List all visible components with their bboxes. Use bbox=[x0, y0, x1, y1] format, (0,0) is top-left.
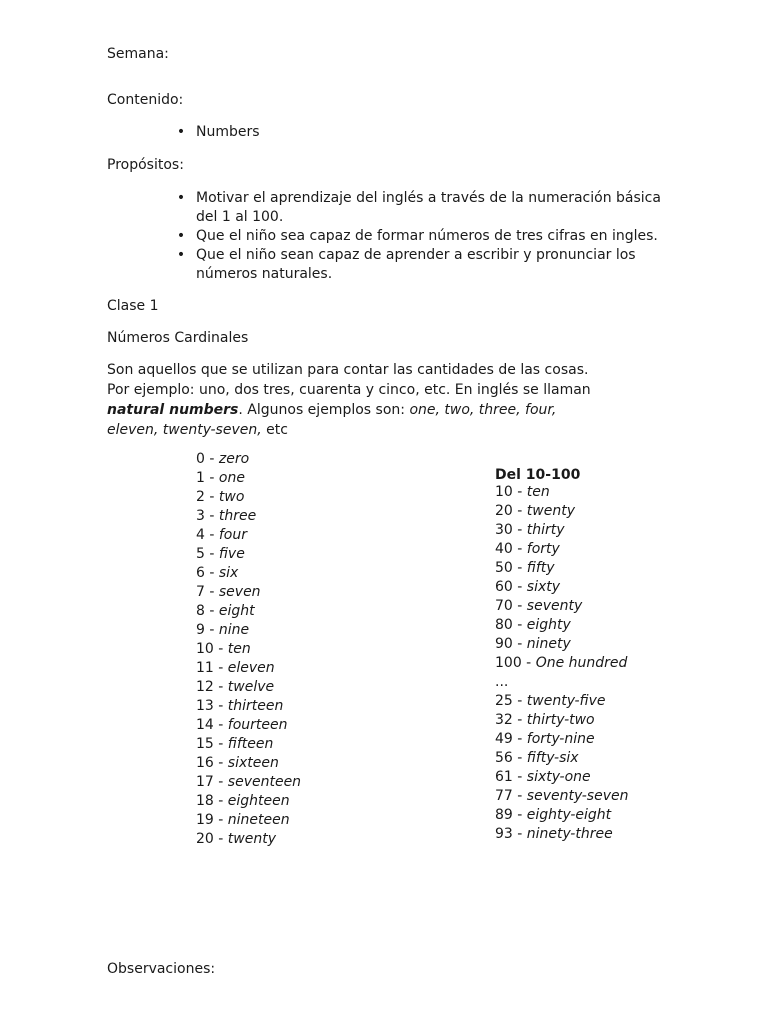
number-row: 70 - seventy bbox=[495, 598, 583, 614]
number-digit: 9 bbox=[196, 622, 205, 638]
number-row: 10 - ten bbox=[196, 641, 251, 657]
number-row: 5 - five bbox=[196, 546, 245, 562]
number-digit: 20 bbox=[196, 831, 214, 847]
number-row: 61 - sixty-one bbox=[495, 769, 591, 785]
number-word: forty bbox=[526, 541, 560, 557]
number-digit: 100 bbox=[495, 655, 522, 671]
propositos-list bbox=[174, 189, 664, 284]
number-row: 80 - eighty bbox=[495, 617, 571, 633]
number-word: ten bbox=[526, 484, 550, 500]
number-row: 93 - ninety-three bbox=[495, 826, 613, 842]
number-row: 49 - forty-nine bbox=[495, 731, 595, 747]
list-item: • Que el niño sean capaz de aprender a escribir y pronunciar los números naturales. bbox=[174, 246, 664, 284]
number-row: 0 - zero bbox=[196, 451, 250, 467]
number-digit: 80 bbox=[495, 617, 513, 633]
number-digit: 61 bbox=[495, 769, 513, 785]
number-digit: 30 bbox=[495, 522, 513, 538]
number-word: thirty bbox=[526, 522, 565, 538]
number-row: 8 - eight bbox=[196, 603, 255, 619]
number-word: sixty-one bbox=[526, 769, 591, 785]
left-number-list bbox=[196, 450, 301, 849]
bullet-icon: • bbox=[176, 124, 186, 140]
number-word: eighty bbox=[526, 617, 571, 633]
number-word: fifty-six bbox=[526, 750, 579, 766]
number-word: one bbox=[218, 470, 245, 486]
number-row: 19 - nineteen bbox=[196, 812, 290, 828]
number-row: 15 - fifteen bbox=[196, 736, 274, 752]
number-row: 17 - seventeen bbox=[196, 774, 302, 790]
number-digit: 12 bbox=[196, 679, 214, 695]
number-digit: 25 bbox=[495, 693, 513, 709]
number-word: twenty bbox=[526, 503, 575, 519]
right-list-heading: Del 10-100 bbox=[495, 467, 581, 483]
contenido-list bbox=[174, 123, 654, 142]
number-row: 100 - One hundred bbox=[495, 655, 628, 671]
number-word: ten bbox=[227, 641, 251, 657]
number-digit: 2 bbox=[196, 489, 205, 505]
number-row: 30 - thirty bbox=[495, 522, 565, 538]
number-word: thirteen bbox=[227, 698, 284, 714]
number-digit: 56 bbox=[495, 750, 513, 766]
clase-label: Clase 1 bbox=[107, 298, 159, 314]
number-row: 16 - sixteen bbox=[196, 755, 279, 771]
number-digit: 50 bbox=[495, 560, 513, 576]
number-word: One hundred bbox=[535, 655, 628, 671]
number-digit: 5 bbox=[196, 546, 205, 562]
number-digit: 13 bbox=[196, 698, 214, 714]
number-digit: 8 bbox=[196, 603, 205, 619]
number-row: 1 - one bbox=[196, 470, 245, 486]
number-digit: 3 bbox=[196, 508, 205, 524]
number-digit: 49 bbox=[495, 731, 513, 747]
number-word: sixteen bbox=[227, 755, 279, 771]
list-item: • Motivar el aprendizaje del inglés a través de la numeración básica del 1 al 100. bbox=[174, 189, 664, 227]
number-word: twenty bbox=[227, 831, 276, 847]
propositos-label: Propósitos: bbox=[107, 157, 184, 173]
number-row: 20 - twenty bbox=[196, 831, 276, 847]
number-digit: 20 bbox=[495, 503, 513, 519]
list-item: • Que el niño sea capaz de formar números de tres cifras en ingles. bbox=[174, 227, 664, 246]
number-digit: 93 bbox=[495, 826, 513, 842]
number-word: two bbox=[218, 489, 245, 505]
number-word: ninety-three bbox=[526, 826, 613, 842]
number-row: 13 - thirteen bbox=[196, 698, 284, 714]
number-word: fourteen bbox=[227, 717, 288, 733]
bullet-icon: • bbox=[176, 247, 186, 263]
number-row: 20 - twenty bbox=[495, 503, 575, 519]
number-word: twelve bbox=[227, 679, 275, 695]
number-digit: 77 bbox=[495, 788, 513, 804]
intro-paragraph: Son aquellos que se utilizan para contar las cantidades de las cosas. Por ejemplo: uno, dos tres, cuarenta y cinco, etc. En inglés se llaman natural numbers. Algunos ejemplos son: one, two, three, four, eleven, twenty-seven, etc bbox=[107, 362, 591, 438]
number-row: 7 - seven bbox=[196, 584, 261, 600]
number-word: five bbox=[218, 546, 245, 562]
number-digit: 70 bbox=[495, 598, 513, 614]
observaciones-label: Observaciones: bbox=[107, 961, 216, 977]
number-word: four bbox=[218, 527, 247, 543]
number-word: nineteen bbox=[227, 812, 290, 828]
number-word: seventy bbox=[526, 598, 583, 614]
number-digit: 4 bbox=[196, 527, 205, 543]
bullet-icon: • bbox=[176, 190, 186, 206]
number-row: 2 - two bbox=[196, 489, 245, 505]
number-digit: 60 bbox=[495, 579, 513, 595]
number-row: 4 - four bbox=[196, 527, 247, 543]
number-digit: 14 bbox=[196, 717, 214, 733]
number-row: 9 - nine bbox=[196, 622, 250, 638]
number-word: sixty bbox=[526, 579, 561, 595]
number-word: nine bbox=[218, 622, 250, 638]
number-row: 11 - eleven bbox=[196, 660, 275, 676]
number-row: 3 - three bbox=[196, 508, 257, 524]
number-word: eight bbox=[218, 603, 255, 619]
number-digit: 6 bbox=[196, 565, 205, 581]
number-digit: 40 bbox=[495, 541, 513, 557]
number-row: 40 - forty bbox=[495, 541, 560, 557]
number-row: 60 - sixty bbox=[495, 579, 561, 595]
number-digit: 16 bbox=[196, 755, 214, 771]
number-digit: 19 bbox=[196, 812, 214, 828]
number-digit: 17 bbox=[196, 774, 214, 790]
number-digit: 18 bbox=[196, 793, 214, 809]
number-word: seven bbox=[218, 584, 261, 600]
number-digit: 1 bbox=[196, 470, 205, 486]
number-row: 25 - twenty-five bbox=[495, 693, 606, 709]
right-number-list bbox=[495, 483, 628, 844]
number-word: forty-nine bbox=[526, 731, 595, 747]
number-row: 32 - thirty-two bbox=[495, 712, 595, 728]
number-word: zero bbox=[218, 451, 250, 467]
contenido-label: Contenido: bbox=[107, 92, 184, 108]
bullet-icon: • bbox=[176, 228, 186, 244]
number-word: three bbox=[218, 508, 257, 524]
number-digit: 32 bbox=[495, 712, 513, 728]
number-row: 77 - seventy-seven bbox=[495, 788, 629, 804]
number-word: eighteen bbox=[227, 793, 290, 809]
list-item: • Numbers bbox=[174, 123, 654, 142]
natural-numbers-term: natural numbers bbox=[107, 402, 239, 418]
number-word: thirty-two bbox=[526, 712, 595, 728]
number-word: seventy-seven bbox=[526, 788, 629, 804]
number-digit: 15 bbox=[196, 736, 214, 752]
number-word: twenty-five bbox=[526, 693, 606, 709]
ellipsis: ... bbox=[495, 674, 509, 690]
number-digit: 11 bbox=[196, 660, 214, 676]
number-row: 12 - twelve bbox=[196, 679, 275, 695]
number-digit: 7 bbox=[196, 584, 205, 600]
number-digit: 10 bbox=[196, 641, 214, 657]
number-row: 50 - fifty bbox=[495, 560, 555, 576]
number-word: ninety bbox=[526, 636, 571, 652]
number-row: 90 - ninety bbox=[495, 636, 571, 652]
number-row: 10 - ten bbox=[495, 484, 550, 500]
number-word: eighty-eight bbox=[526, 807, 612, 823]
number-digit: 90 bbox=[495, 636, 513, 652]
number-row: 89 - eighty-eight bbox=[495, 807, 612, 823]
section-title: Números Cardinales bbox=[107, 330, 249, 346]
number-row: 56 - fifty-six bbox=[495, 750, 579, 766]
number-word: seventeen bbox=[227, 774, 302, 790]
number-word: fifty bbox=[526, 560, 555, 576]
number-row: 6 - six bbox=[196, 565, 239, 581]
number-word: fifteen bbox=[227, 736, 274, 752]
number-word: six bbox=[218, 565, 239, 581]
number-row: 18 - eighteen bbox=[196, 793, 290, 809]
number-digit: 10 bbox=[495, 484, 513, 500]
number-digit: 0 bbox=[196, 451, 205, 467]
number-row: 14 - fourteen bbox=[196, 717, 288, 733]
number-digit: 89 bbox=[495, 807, 513, 823]
number-word: eleven bbox=[227, 660, 275, 676]
semana-label: Semana: bbox=[107, 46, 169, 62]
